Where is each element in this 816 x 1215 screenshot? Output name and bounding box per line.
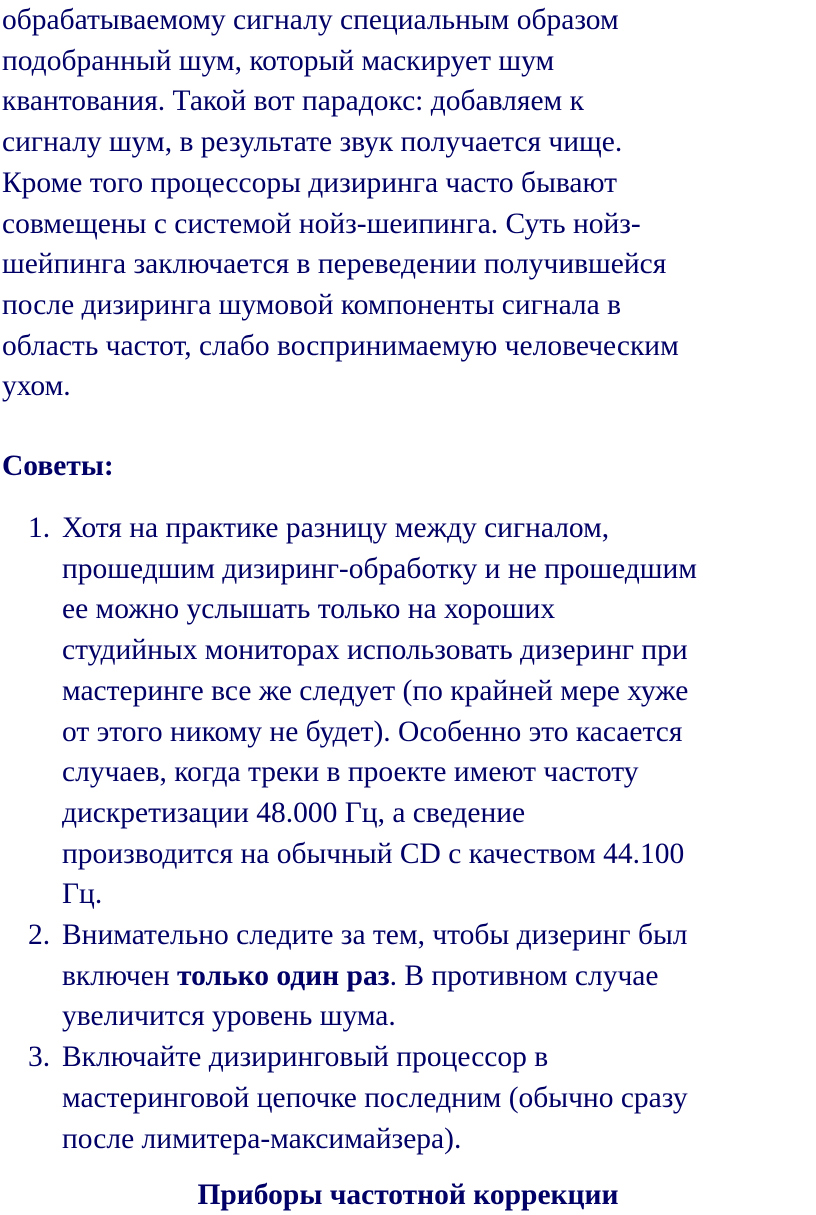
intro-line: Кроме того процессоры дизиринга часто бывают — [2, 166, 618, 199]
tip-line — [62, 956, 816, 997]
intro-line: совмещены с системой нойз-шеипинга. Суть нойз- — [2, 207, 641, 240]
intro-line: обрабатываемому сигналу специальным образом — [2, 4, 619, 36]
tips-heading: Советы: — [2, 450, 114, 482]
tip-line: Внимательно следите за тем, чтобы дизеринг был — [62, 919, 688, 952]
intro-line: область частот, слабо воспринимаемую человеческим — [2, 329, 679, 362]
tip-line: Гц. — [62, 878, 103, 911]
intro-line: ухом. — [2, 370, 71, 403]
tip-line: ее можно услышать только на хороших — [62, 593, 556, 626]
tip-line: Хотя на практике разницу между сигналом, — [62, 512, 610, 544]
section-heading: Приборы частотной коррекции — [197, 1179, 619, 1211]
intro-line: после дизиринга шумовой компоненты сигнала в — [2, 288, 622, 321]
tip-line: случаев, когда треки в проекте имеют частоту — [62, 756, 639, 789]
tip-line: Включайте дизиринговый процессор в — [62, 1041, 549, 1074]
tip-number: 3. — [28, 1041, 51, 1074]
tip-line: мастеринге все же следует (по крайней мере хуже — [62, 674, 689, 707]
tip-emphasis: только один раз — [177, 959, 390, 992]
tip-line: студийных мониторах использовать дизеринг при — [62, 634, 688, 667]
tips-list — [0, 508, 816, 1159]
tip-line: после лимитера-максимайзера). — [62, 1122, 462, 1155]
intro-line: сигналу шум, в результате звук получается чище. — [2, 126, 623, 159]
tip-line: мастеринговой цепочке последним (обычно сразу — [62, 1081, 688, 1114]
tip-line: прошедшим дизиринг-обработку и не прошедшим — [62, 552, 697, 585]
tip-item-3 — [0, 1037, 816, 1159]
tip-number: 2. — [28, 919, 51, 952]
tip-number: 1. — [28, 512, 51, 544]
tip-text: включен — [62, 959, 177, 992]
intro-line: квантования. Такой вот парадокс: добавляем к — [2, 85, 584, 118]
intro-line: подобранный шум, который маскирует шум — [2, 44, 555, 77]
tip-line: увеличится уровень шума. — [62, 1000, 396, 1033]
tip-line: дискретизации 48.000 Гц, а сведение — [62, 796, 526, 829]
intro-paragraph — [0, 0, 814, 407]
tip-item-1 — [0, 508, 816, 915]
tip-text: . В противном случае — [389, 959, 659, 992]
tip-line: производится на обычный CD с качеством 44.100 — [62, 837, 685, 870]
intro-line: шейпинга заключается в переведении получившейся — [2, 248, 667, 281]
tip-line: от этого никому не будет). Особенно это касается — [62, 715, 683, 748]
tip-item-2 — [0, 915, 816, 1037]
